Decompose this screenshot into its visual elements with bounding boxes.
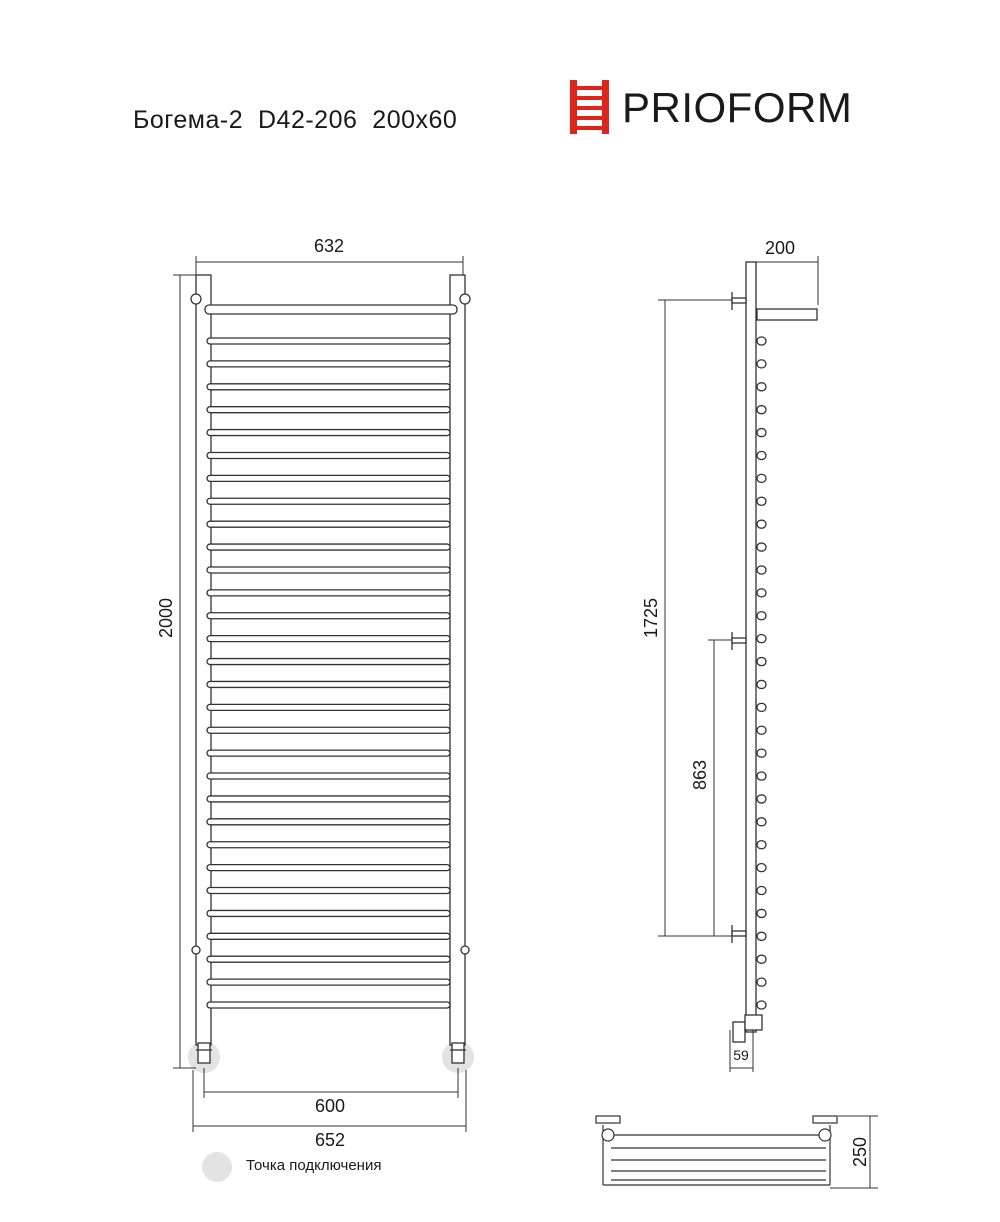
front-rail [207,659,450,665]
dim-depth: 200 [764,238,796,258]
front-rail [207,384,450,390]
side-rail-stub [757,841,766,849]
side-rail-stub [757,451,766,459]
side-rail-stubs [757,337,766,1009]
front-rail [207,750,450,756]
front-rail [207,727,450,733]
dim-center-distance: 600 [314,1096,346,1116]
front-rail [207,613,450,619]
front-rail [207,956,450,962]
side-rail-stub [757,337,766,345]
side-rail-stub [757,795,766,803]
side-rail-stub [757,635,766,643]
front-rail [207,910,450,916]
front-rail [207,498,450,504]
front-rail [207,796,450,802]
front-rail [207,636,450,642]
dim-offset: 59 [733,1047,749,1063]
dim-width-top: 632 [313,236,345,256]
front-rail [207,819,450,825]
front-rails [207,338,450,1008]
top-shelf-bar [205,305,457,314]
front-rail [207,842,450,848]
side-rail-stub [757,589,766,597]
side-rail-stub [757,932,766,940]
wall-bracket-bottom [732,925,746,943]
front-rail [207,544,450,550]
side-rail-stub [757,772,766,780]
side-rail-stub [757,864,766,872]
side-rail-stub [757,406,766,414]
side-rail-stub [757,474,766,482]
front-rail [207,521,450,527]
side-rail-stub [757,680,766,688]
side-rail-stub [757,726,766,734]
side-rail-stub [757,612,766,620]
front-rail [207,338,450,344]
side-rail-stub [757,383,766,391]
front-rail [207,590,450,596]
dim-mount-height: 1725 [641,597,661,639]
dim-mount-spacing: 863 [690,759,710,791]
front-rail [207,979,450,985]
front-rail [207,430,450,436]
side-rail-stub [757,955,766,963]
dim-height: 2000 [156,597,176,639]
side-rail-stub [757,1001,766,1009]
top-view [596,1116,837,1185]
front-rail [207,933,450,939]
side-rail-stub [757,658,766,666]
side-rail-stub [757,887,766,895]
connection-point-legend-label: Точка подключения [246,1157,382,1174]
front-rail [207,475,450,481]
side-rail-stub [757,566,766,574]
front-rail [207,681,450,687]
brand-name: PRIOFORM [622,84,853,131]
side-rail-stub [757,429,766,437]
side-vertical-tube [746,262,756,1032]
dim-top-depth: 250 [850,1136,870,1168]
right-vertical-tube [450,275,465,1045]
side-rail-stub [757,818,766,826]
dim-overall-width: 652 [314,1130,346,1150]
front-view [188,275,474,1073]
side-shelf [757,309,817,320]
model-title: Богема-2 D42-206 200x60 [133,106,458,134]
front-rail [207,865,450,871]
side-rail-stub [757,520,766,528]
front-rail [207,452,450,458]
front-rail [207,407,450,413]
connection-point-legend-dot [202,1152,232,1182]
wall-bracket-top [732,292,746,310]
front-rail [207,773,450,779]
front-rail [207,1002,450,1008]
front-rail [207,888,450,894]
wall-bracket-middle [732,632,746,650]
front-rail [207,704,450,710]
front-rail [207,361,450,367]
side-view [732,262,817,1042]
side-rail-stub [757,749,766,757]
front-rail [207,567,450,573]
side-rail-stub [757,909,766,917]
side-rail-stub [757,360,766,368]
side-rail-stub [757,978,766,986]
side-rail-stub [757,543,766,551]
side-rail-stub [757,497,766,505]
side-rail-stub [757,703,766,711]
